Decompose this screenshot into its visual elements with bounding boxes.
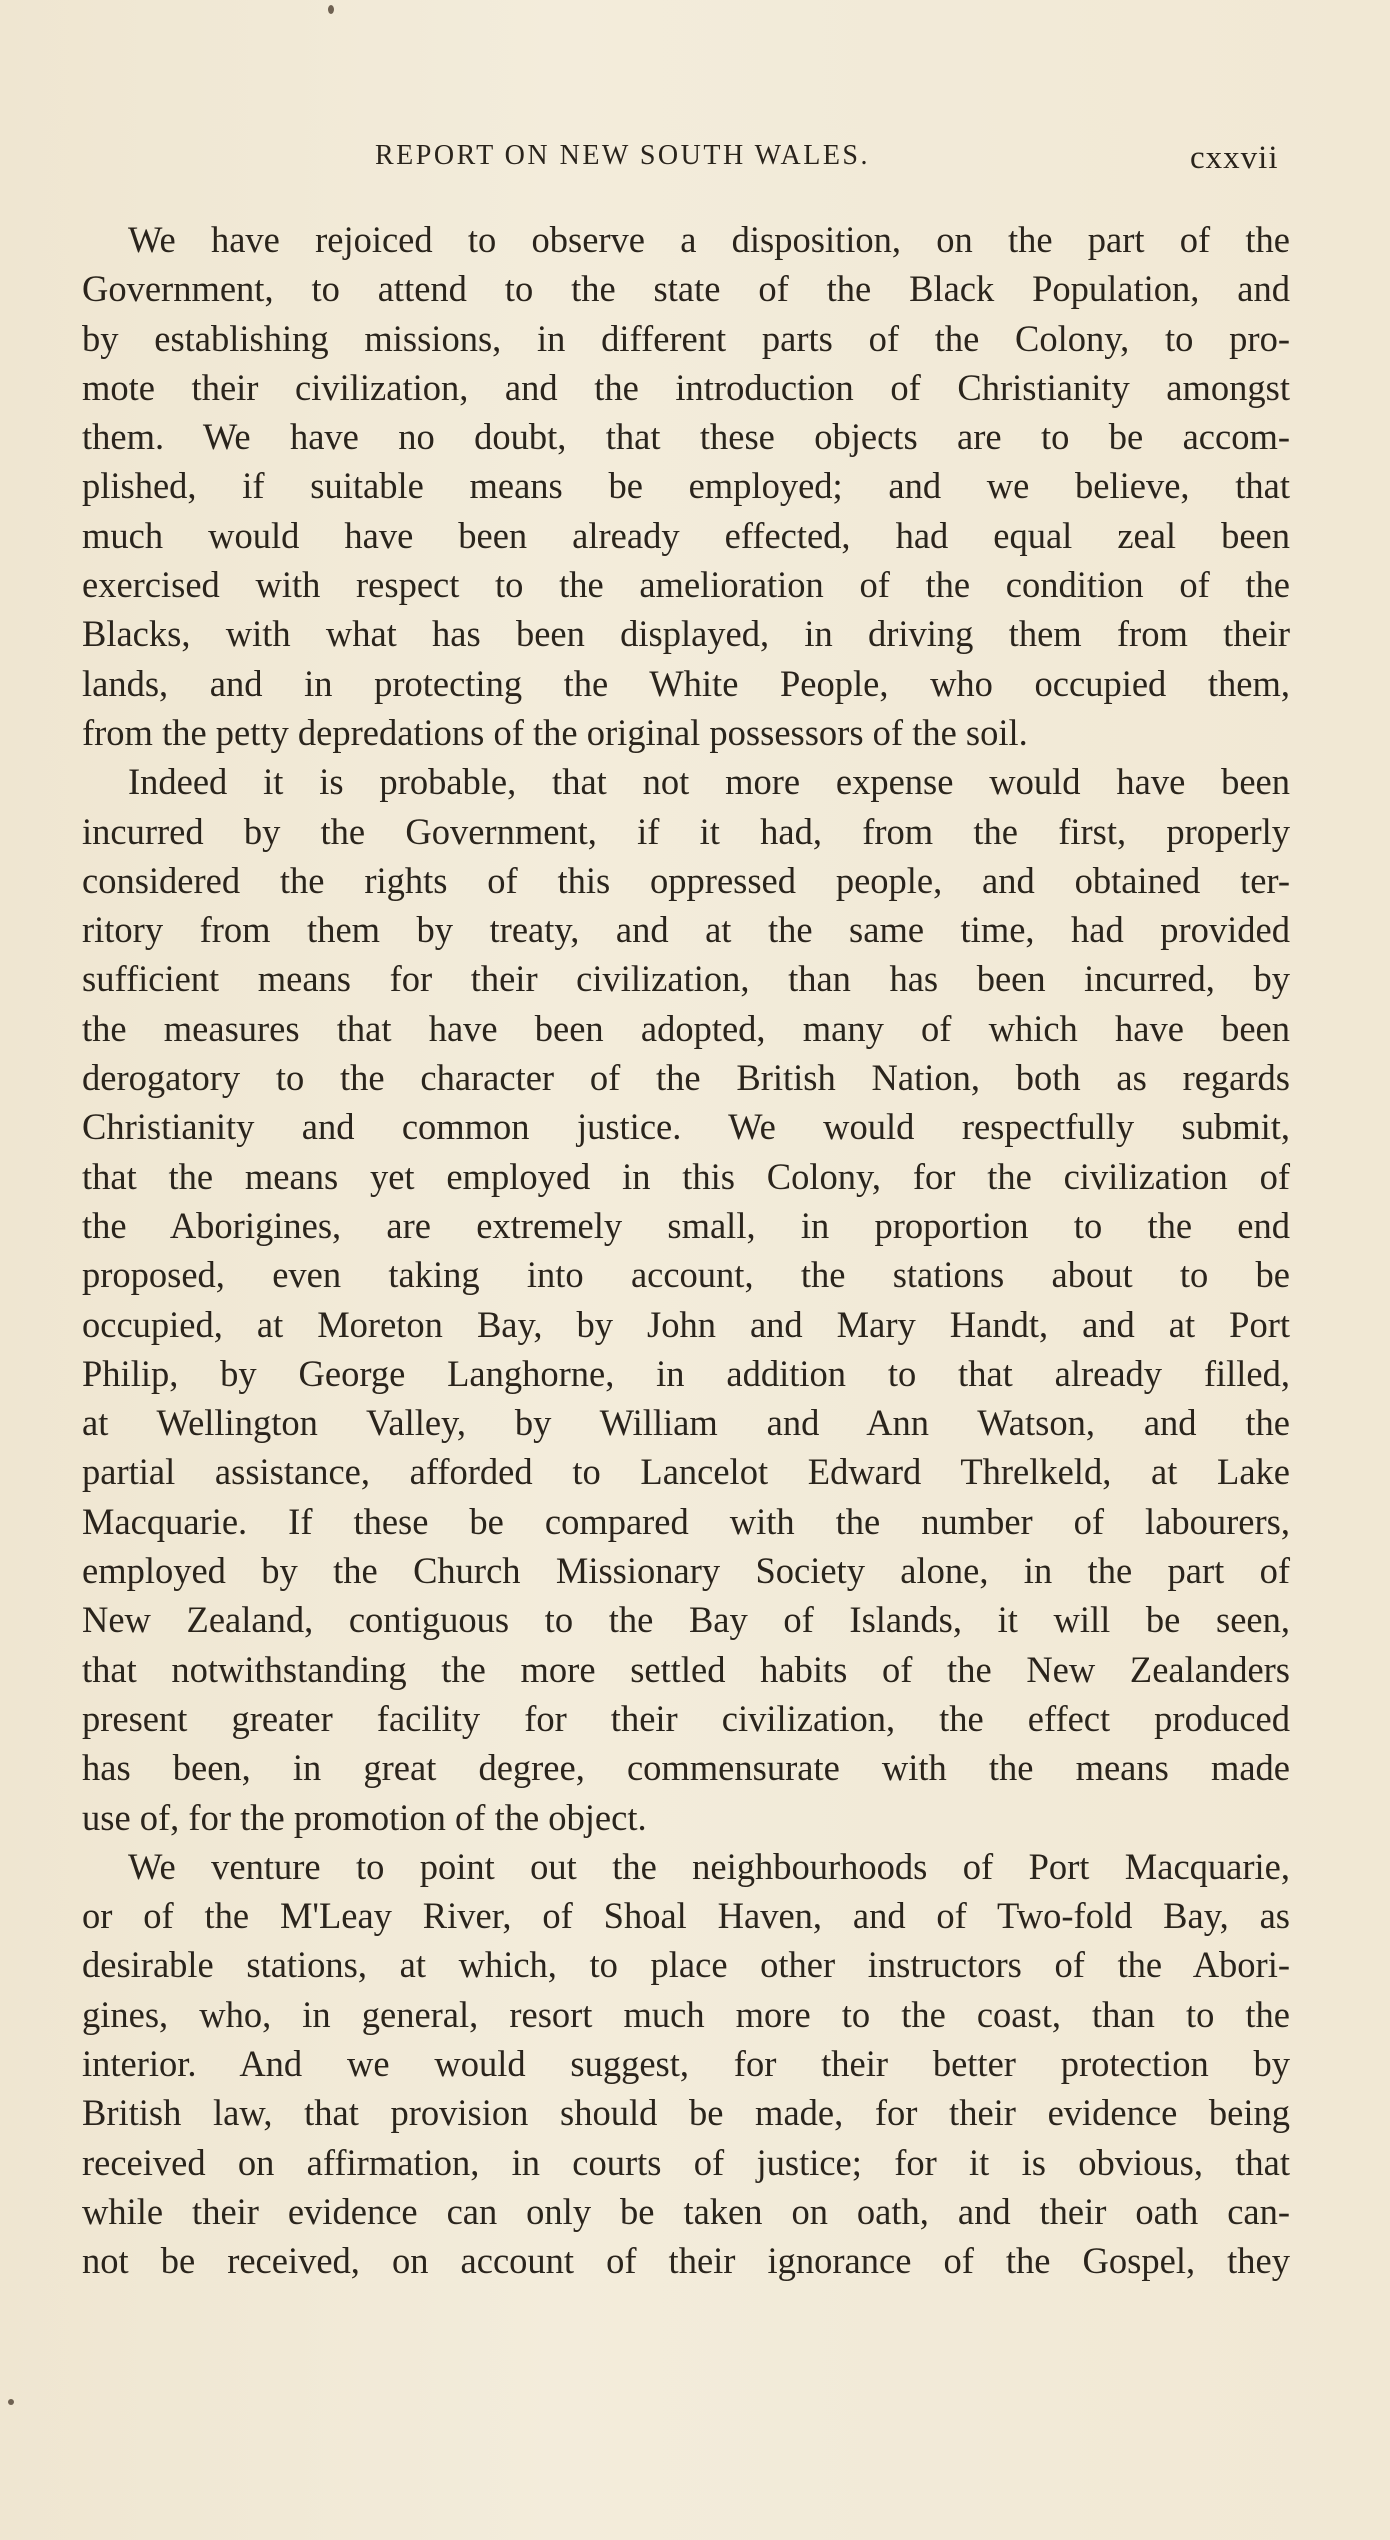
text-line: incurred by the Government, if it had, from the first, properly [82, 810, 1290, 852]
text-line: employed by the Church Missionary Society alone, in the part of [82, 1550, 1290, 1592]
text-line: at Wellington Valley, by William and Ann Watson, and the [82, 1402, 1290, 1444]
text-line: We venture to point out the neighbourhoods of Port Macquarie, [128, 1845, 1290, 1887]
text-line: plished, if suitable means be employed; and we believe, that [82, 465, 1290, 507]
text-line: desirable stations, at which, to place other instructors of the Abori- [82, 1944, 1290, 1986]
text-line: lands, and in protecting the White People, who occupied them, [82, 662, 1290, 704]
text-line: or of the M'Leay River, of Shoal Haven, and of Two-fold Bay, as [82, 1895, 1290, 1937]
text-line: them. We have no doubt, that these objects are to be accom- [82, 416, 1290, 458]
text-line: occupied, at Moreton Bay, by John and Mary Handt, and at Port [82, 1303, 1290, 1345]
ink-speck-left [8, 2399, 14, 2405]
text-line: Macquarie. If these be compared with the number of labourers, [82, 1500, 1290, 1542]
text-line: that notwithstanding the more settled habits of the New Zealanders [82, 1648, 1290, 1690]
text-line: by establishing missions, in different parts of the Colony, to pro- [82, 317, 1290, 359]
text-line: sufficient means for their civilization, than has been incurred, by [82, 958, 1290, 1000]
text-line: proposed, even taking into account, the stations about to be [82, 1254, 1290, 1296]
text-line: present greater facility for their civilization, the effect produced [82, 1697, 1290, 1739]
paragraph-2 [82, 757, 1290, 1842]
text-line: while their evidence can only be taken on oath, and their oath can- [82, 2190, 1290, 2232]
text-line: not be received, on account of their ignorance of the Gospel, they [82, 2240, 1290, 2282]
text-line: mote their civilization, and the introduction of Christianity amongst [82, 366, 1290, 408]
body-text [82, 215, 1290, 2285]
text-line: from the petty depredations of the original possessors of the soil. [82, 711, 1028, 753]
text-line: Christianity and common justice. We would respectfully submit, [82, 1106, 1290, 1148]
text-line: has been, in great degree, commensurate with the means made [82, 1747, 1290, 1789]
text-line: Blacks, with what has been displayed, in driving them from their [82, 613, 1290, 655]
text-line: interior. And we would suggest, for their better protection by [82, 2042, 1290, 2084]
text-line: British law, that provision should be made, for their evidence being [82, 2092, 1290, 2134]
paragraph-3 [82, 1842, 1290, 2286]
text-line: the Aborigines, are extremely small, in proportion to the end [82, 1204, 1290, 1246]
text-line: Philip, by George Langhorne, in addition to that already filled, [82, 1352, 1290, 1394]
text-line: Government, to attend to the state of the Black Population, and [82, 268, 1290, 310]
text-line: New Zealand, contiguous to the Bay of Islands, it will be seen, [82, 1599, 1290, 1641]
text-line: exercised with respect to the amelioration of the condition of the [82, 564, 1290, 606]
text-line: derogatory to the character of the British Nation, both as regards [82, 1057, 1290, 1099]
text-line: gines, who, in general, resort much more to the coast, than to the [82, 1993, 1290, 2035]
text-line: that the means yet employed in this Colony, for the civilization of [82, 1155, 1290, 1197]
text-line: use of, for the promotion of the object. [82, 1796, 647, 1838]
running-head [0, 140, 1390, 180]
text-line: Indeed it is probable, that not more expense would have been [128, 761, 1290, 803]
text-line: much would have been already effected, had equal zeal been [82, 514, 1290, 556]
text-line: ritory from them by treaty, and at the same time, had provided [82, 909, 1290, 951]
page-number: cxxvii [1190, 140, 1279, 176]
text-line: considered the rights of this oppressed people, and obtained ter- [82, 859, 1290, 901]
paragraph-1 [82, 215, 1290, 757]
text-line: received on affirmation, in courts of justice; for it is obvious, that [82, 2141, 1290, 2183]
text-line: We have rejoiced to observe a disposition, on the part of the [128, 219, 1290, 260]
text-line: partial assistance, afforded to Lancelot Edward Threlkeld, at Lake [82, 1451, 1290, 1493]
ink-speck-top [328, 5, 334, 14]
text-line: the measures that have been adopted, many of which have been [82, 1007, 1290, 1049]
running-title: REPORT ON NEW SOUTH WALES. [375, 140, 871, 171]
